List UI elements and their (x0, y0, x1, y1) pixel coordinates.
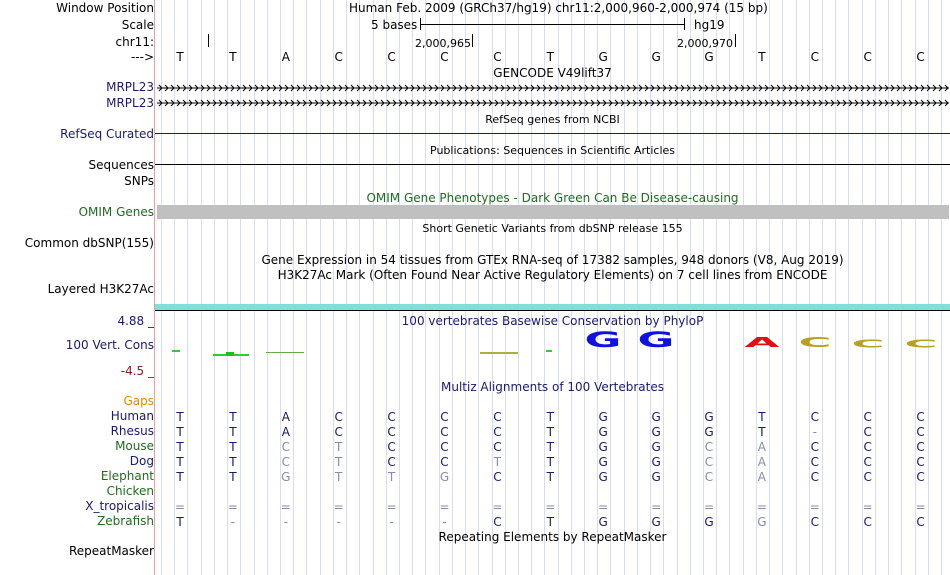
conservation-logo-letter: G (637, 327, 675, 353)
alignment-base: G (281, 470, 291, 484)
alignment-base: C (493, 440, 502, 454)
gencode-item-mrpl23-1[interactable]: MRPL23 (106, 80, 154, 94)
alignment-base: C (704, 440, 714, 454)
alignment-base: G (651, 515, 661, 529)
alignment-base: = (545, 500, 556, 514)
alignment-base: C (440, 455, 449, 469)
gencode-track-title: GENCODE V49lift37 (493, 66, 612, 80)
conservation-logo-letter: C (798, 334, 832, 351)
alignment-base: = (386, 500, 397, 514)
alignment-base: C (281, 440, 290, 454)
alignment-base: T (176, 515, 184, 529)
alignment-base: T (176, 410, 184, 424)
alignment-base: C (916, 410, 925, 424)
omim-track-title: OMIM Gene Phenotypes - Dark Green Can Be Disease-causing (366, 191, 739, 205)
alignment-base: T (229, 470, 237, 484)
alignment-base: C (387, 410, 396, 424)
gencode-gene-feature-2[interactable] (157, 99, 949, 107)
alignment-base: = (280, 500, 291, 514)
species-label[interactable]: Human (110, 409, 154, 423)
scale-label: Scale (121, 18, 154, 32)
omim-track-label[interactable]: OMIM Genes (78, 205, 154, 219)
refseq-feature-line[interactable] (155, 133, 950, 134)
conservation-marks-4 (266, 352, 304, 353)
alignment-base: T (176, 455, 184, 469)
alignment-base: G (651, 455, 661, 469)
alignment-base: = (598, 500, 609, 514)
alignment-base: G (651, 470, 661, 484)
alignment-base: = (703, 500, 715, 514)
alignment-base: T (229, 410, 237, 424)
base-letter: G (598, 50, 608, 64)
repeatmasker-track-title: Repeating Elements by RepeatMasker (438, 530, 667, 544)
scale-bar-right-tick (684, 18, 685, 30)
conservation-track-title: 100 vertebrates Basewise Conservation by PhyloP (401, 314, 704, 328)
conservation-marks-1 (172, 350, 180, 352)
alignment-base: C (863, 410, 872, 424)
conservation-logo-letter: A (744, 334, 780, 351)
alignment-base: C (493, 515, 502, 529)
alignment-base: C (493, 470, 502, 484)
scale-bar-left-tick (420, 18, 421, 30)
alignment-base: G (651, 410, 661, 424)
alignment-base: = (439, 500, 450, 514)
alignment-base: C (916, 425, 925, 439)
alignment-base: = (174, 500, 186, 514)
base-letter: G (651, 50, 661, 64)
omim-feature-bar[interactable] (157, 205, 949, 219)
conservation-marks-6 (546, 350, 552, 352)
alignment-base: T (335, 440, 343, 454)
sequences-track-label[interactable]: Sequences (88, 158, 154, 172)
species-label[interactable]: Chicken (106, 484, 154, 498)
alignment-base: C (863, 515, 872, 529)
alignment-base: T (546, 455, 554, 469)
alignment-base: G (704, 425, 714, 439)
alignment-base: C (281, 455, 290, 469)
alignment-base: - (283, 515, 288, 529)
gencode-item-mrpl23-2[interactable]: MRPL23 (106, 96, 154, 110)
alignment-base: T (176, 440, 184, 454)
alignment-base: C (440, 410, 449, 424)
alignment-base: C (863, 470, 872, 484)
alignment-base: C (334, 425, 343, 439)
alignment-base: T (546, 515, 554, 529)
repeatmasker-track-label[interactable]: RepeatMasker (68, 544, 154, 558)
conservation-logo-letter: C (851, 337, 885, 351)
alignment-base: C (810, 515, 819, 529)
alignment-base: C (916, 470, 925, 484)
species-label[interactable]: Dog (129, 454, 154, 468)
alignment-base: A (281, 410, 290, 424)
alignment-base: C (916, 440, 925, 454)
species-label[interactable]: Mouse (115, 439, 154, 453)
alignment-base: T (758, 410, 766, 424)
label-column-divider (154, 0, 155, 575)
alignment-base: C (704, 470, 714, 484)
conservation-max-value: 4.88 _ (117, 314, 154, 328)
alignment-base: C (440, 425, 449, 439)
conservation-logo-letter: G (584, 327, 622, 353)
species-label[interactable]: X_tropicalis (85, 499, 154, 513)
alignment-base: C (440, 440, 449, 454)
window-position-value: Human Feb. 2009 (GRCh37/hg19) chr11:2,000,960-2,000,974 (15 bp) (349, 1, 768, 15)
alignment-base: C (387, 455, 396, 469)
alignment-base: C (810, 455, 819, 469)
alignment-base: C (704, 455, 714, 469)
alignment-base: T (335, 455, 343, 469)
alignment-base: G (704, 515, 714, 529)
alignment-base: G (598, 425, 608, 439)
alignment-base: T (546, 440, 554, 454)
alignment-base: T (493, 455, 502, 469)
alignment-base: C (334, 410, 343, 424)
alignment-base: C (493, 410, 502, 424)
base-letter: C (863, 50, 872, 64)
alignment-base: - (230, 515, 236, 529)
alignment-base: T (229, 425, 237, 439)
alignment-base: T (176, 425, 184, 439)
snps-track-label[interactable]: SNPs (124, 174, 154, 188)
alignment-base: A (757, 455, 766, 469)
dbsnp-track-label[interactable]: Common dbSNP(155) (24, 236, 154, 250)
h3k27-baseline (155, 310, 950, 311)
base-letter: T (176, 50, 184, 64)
alignment-base: T (335, 470, 343, 484)
scale-assembly: hg19 (694, 18, 725, 32)
species-label[interactable]: Zebrafish (97, 514, 154, 528)
alignment-base: T (229, 440, 237, 454)
species-label[interactable]: Elephant (100, 469, 154, 483)
alignment-base: G (598, 410, 608, 424)
conservation-min-value: -4.5 _ (120, 364, 154, 378)
alignment-base: G (757, 515, 767, 529)
alignment-base: C (863, 425, 872, 439)
refseq-track-title: RefSeq genes from NCBI (485, 113, 620, 126)
ruler-coord-1: 2,000,965 (415, 37, 471, 50)
ruler-tick-1 (472, 34, 473, 47)
alignment-base: A (757, 470, 766, 484)
alignment-base: G (651, 440, 661, 454)
alignment-base: - (389, 515, 394, 529)
alignment-base: T (387, 470, 396, 484)
alignment-base: = (227, 500, 238, 514)
alignment-base: - (442, 515, 447, 529)
alignment-base: T (546, 425, 554, 439)
alignment-base: C (810, 440, 819, 454)
conservation-marks-3 (226, 352, 234, 356)
base-letter: C (810, 50, 819, 64)
base-letter: T (546, 50, 554, 64)
alignment-base: = (862, 500, 873, 514)
alignment-base: - (336, 515, 341, 529)
scale-bar (420, 24, 684, 25)
base-letter: C (334, 50, 343, 64)
base-letter: A (281, 50, 290, 64)
dbsnp-track-title: Short Genetic Variants from dbSNP release 155 (422, 222, 683, 235)
ruler-coord-2: 2,000,970 (677, 37, 733, 50)
conservation-track-label[interactable]: 100 Vert. Cons (65, 338, 154, 352)
base-letter: T (758, 50, 766, 64)
base-letter: C (493, 50, 502, 64)
alignment-base: C (863, 440, 872, 454)
base-letter: G (704, 50, 714, 64)
base-letter: C (916, 50, 925, 64)
species-label[interactable]: Rhesus (110, 424, 154, 438)
alignment-base: = (651, 500, 662, 514)
conservation-marks-5 (480, 352, 518, 354)
alignment-base: T (758, 425, 766, 439)
refseq-track-label[interactable]: RefSeq Curated (60, 127, 154, 141)
alignment-base: C (810, 410, 819, 424)
alignment-base: C (810, 470, 819, 484)
alignment-base: T (546, 410, 554, 424)
alignment-base: = (915, 500, 926, 514)
gtex-track-title: Gene Expression in 54 tissues from GTEx RNA-seq of 17382 samples, 948 donors (V8, Aug 2019) (261, 253, 844, 267)
base-letter: C (387, 50, 396, 64)
ruler-tick-2 (735, 34, 736, 47)
alignment-base: C (387, 425, 396, 439)
gencode-gene-feature-1[interactable] (157, 84, 949, 92)
alignment-base: T (229, 455, 237, 469)
alignment-base: = (492, 500, 503, 514)
conservation-logo-letter: C (904, 337, 938, 351)
alignment-base: G (651, 425, 661, 439)
strand-label: ---> (130, 50, 154, 64)
alignment-base: A (757, 440, 766, 454)
sequences-track-title: Publications: Sequences in Scientific Articles (430, 144, 675, 157)
chrom-label: chr11: (115, 35, 154, 49)
base-letter: T (229, 50, 237, 64)
base-letter: C (440, 50, 449, 64)
alignment-base: G (598, 455, 608, 469)
window-position-label: Window Position (56, 1, 154, 15)
h3k27-track-label[interactable]: Layered H3K27Ac (47, 282, 154, 296)
alignment-base: G (598, 470, 608, 484)
alignment-base: G (598, 440, 608, 454)
sequences-feature-line[interactable] (155, 164, 950, 165)
alignment-base: C (863, 455, 872, 469)
alignment-base: G (704, 410, 714, 424)
alignment-base: C (916, 455, 925, 469)
ruler-tick-left (208, 34, 209, 47)
alignment-base: = (333, 500, 344, 514)
alignment-base: C (916, 515, 925, 529)
alignment-base: A (281, 425, 290, 439)
gaps-label: Gaps (123, 394, 154, 408)
alignment-base: - (812, 425, 817, 439)
alignment-base: G (598, 515, 608, 529)
alignment-base: = (809, 500, 820, 514)
alignment-base: T (176, 470, 184, 484)
alignment-base: T (546, 470, 554, 484)
scale-value: 5 bases (371, 18, 418, 32)
h3k27-track-title: H3K27Ac Mark (Often Found Near Active Regulatory Elements) on 7 cell lines from ENCODE (277, 268, 828, 282)
alignment-base: C (387, 440, 396, 454)
alignment-base: = (756, 500, 767, 514)
multiz-track-title: Multiz Alignments of 100 Vertebrates (440, 380, 665, 394)
alignment-base: G (439, 470, 450, 484)
alignment-base: C (493, 425, 502, 439)
